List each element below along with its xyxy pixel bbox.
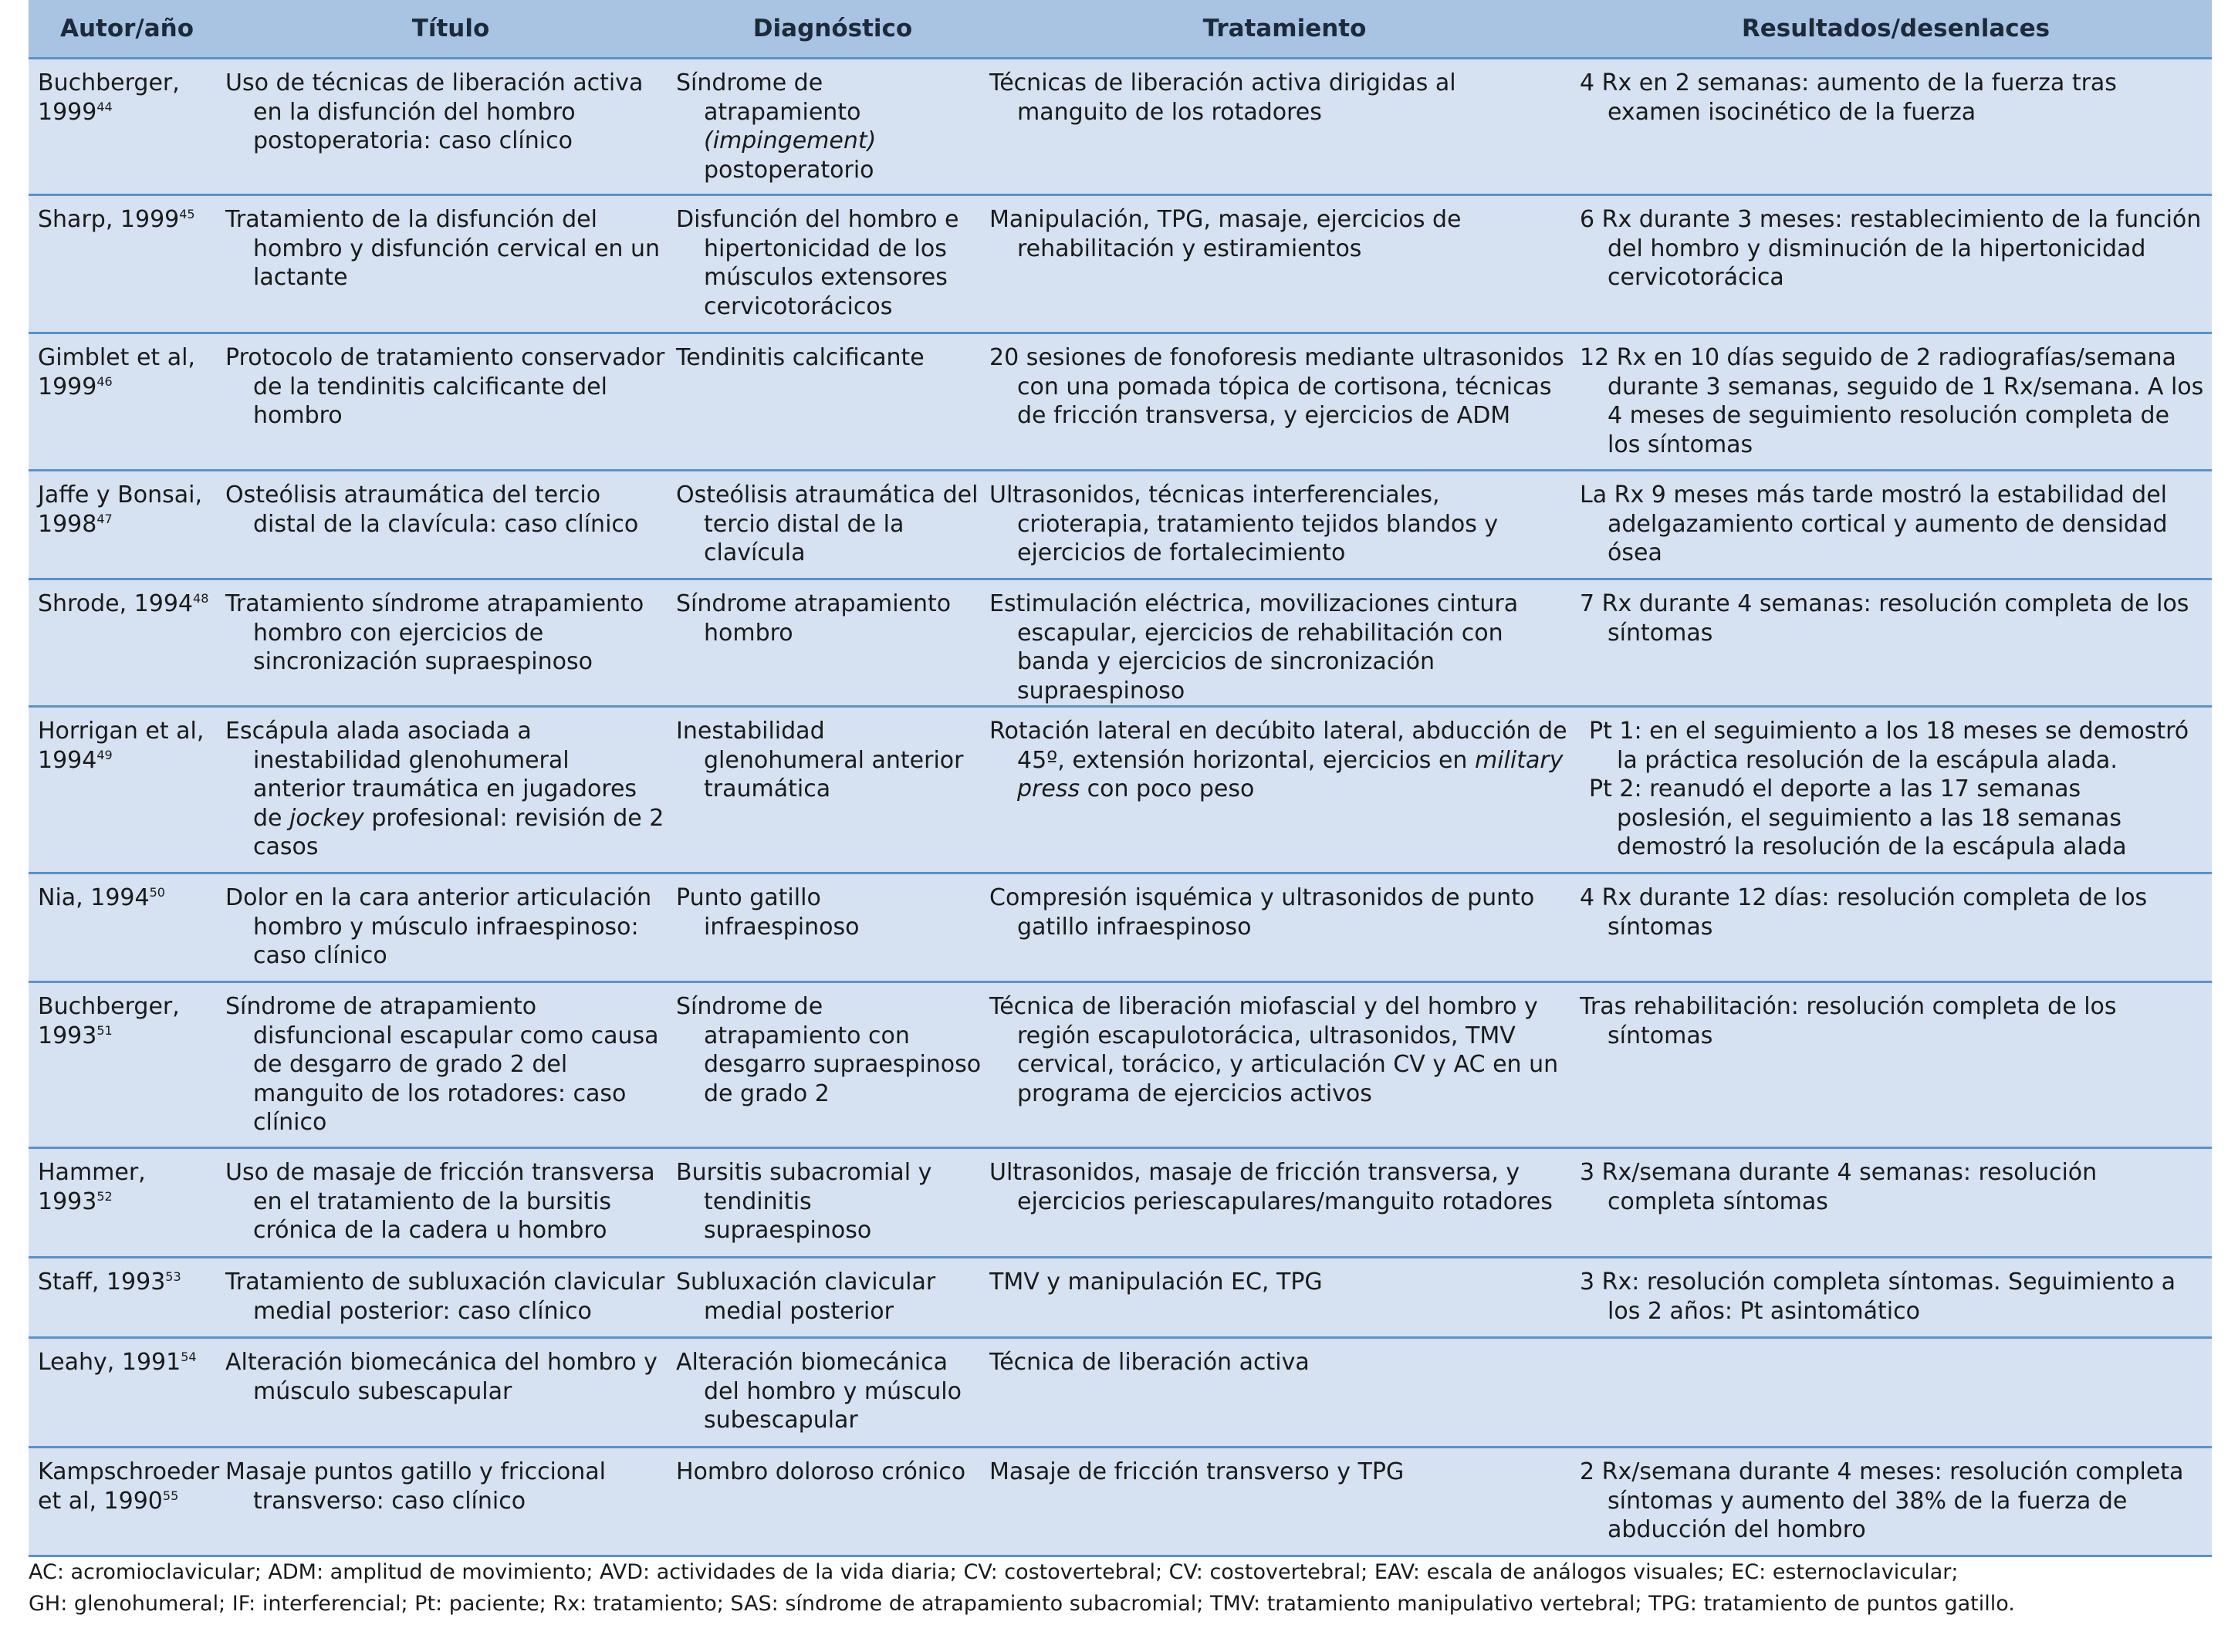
footnote-line-1: AC: acromioclavicular; ADM: amplitud de movimiento; AVD: actividades de la vida diaria; CV: costovertebral; CV: costovertebral; EAV: escala de análogos visuales; EC: esternoclavicular; — [29, 1560, 1959, 1584]
treatment-cell: Rotación lateral en decúbito lateral, abducción de 45º, extensión horizontal, ejercicios en military press con poco peso — [989, 707, 1580, 873]
treatment-cell: Masaje de fricción transverso y TPG — [989, 1448, 1580, 1556]
results-cell: 6 Rx durante 3 meses: restablecimiento de la función del hombro y disminución de la hipertonicidad cervicotorácica — [1580, 195, 2212, 333]
treatment-cell: Estimulación eléctrica, movilizaciones cintura escapular, ejercicios de rehabilitación con banda y ejercicios de sincronización supraespinoso — [989, 579, 1580, 707]
header-diagnosis: Diagnóstico — [676, 0, 989, 59]
title-cell: Tratamiento de la disfunción del hombro y disfunción cervical en un lactante — [225, 195, 676, 333]
reference-number: 52 — [96, 1188, 113, 1204]
treatment-cell: TMV y manipulación EC, TPG — [989, 1258, 1580, 1338]
author-cell: Nia, 1994$^{50}$ — [29, 873, 225, 982]
table-row — [29, 1338, 2212, 1448]
table-row — [29, 471, 2212, 579]
author-cell: Staff, 1993$^{53}$ — [29, 1258, 225, 1338]
footnote-line-2: GH: glenohumeral; IF: interferencial; Pt: paciente; Rx: tratamiento; SAS: síndrome de atrapamiento subacromial; TMV: tratamiento manipulativo vertebral; TPG: tratamiento de puntos gatillo. — [29, 1592, 2015, 1616]
table-row — [29, 707, 2212, 873]
table-row — [29, 873, 2212, 982]
diagnosis-cell: Bursitis subacromial y tendinitis supraespinoso — [676, 1148, 989, 1258]
results-cell: Pt 1: en el seguimiento a los 18 meses se demostró la práctica resolución de la escápula alada. Pt 2: reanudó el deporte a las 17 semanas poslesión, el seguimiento a las 18 semanas demostró la resolución de la escápula alada — [1580, 707, 2212, 873]
table-row — [29, 333, 2212, 471]
author-cell: Buchberger, 1993$^{51}$ — [29, 982, 225, 1148]
reference-number: 54 — [181, 1350, 197, 1364]
diagnosis-cell: Síndrome atrapamiento hombro — [676, 579, 989, 707]
treatment-cell: Técnica de liberación miofascial y del hombro y región escapulotorácica, ultrasonidos, TMV cervical, torácico, y articulación CV y AC en un programa de ejercicios activos — [989, 982, 1580, 1148]
table-row — [29, 59, 2212, 195]
treatment-cell: Manipulación, TPG, masaje, ejercicios de rehabilitación y estiramientos — [989, 195, 1580, 333]
reference-number: 46 — [96, 373, 113, 389]
title-cell: Síndrome de atrapamiento disfuncional escapular como causa de desgarro de grado 2 del manguito de los rotadores: caso clínico — [225, 982, 676, 1148]
title-cell: Tratamiento síndrome atrapamiento hombro con ejercicios de sincronización supraespinoso — [225, 579, 676, 707]
header-title: Título — [225, 0, 676, 59]
reference-number: 47 — [96, 511, 113, 526]
title-cell: Osteólisis atraumática del tercio distal de la clavícula: caso clínico — [225, 471, 676, 579]
results-cell: 3 Rx/semana durante 4 semanas: resolución completa síntomas — [1580, 1148, 2212, 1258]
diagnosis-cell: Tendinitis calcificante — [676, 333, 989, 471]
title-cell: Dolor en la cara anterior articulación hombro y músculo infraespinoso: caso clínico — [225, 873, 676, 982]
header-author: Autor/año — [29, 0, 225, 59]
author-cell: Hammer, 1993$^{52}$ — [29, 1148, 225, 1258]
title-cell: Masaje puntos gatillo y friccional transverso: caso clínico — [225, 1448, 676, 1556]
header-treatment: Tratamiento — [989, 0, 1580, 59]
reference-number: 49 — [96, 747, 113, 762]
title-cell: Uso de masaje de fricción transversa en el tratamiento de la bursitis crónica de la cadera u hombro — [225, 1148, 676, 1258]
footnotes — [29, 1556, 2015, 1620]
author-cell: Jaffe y Bonsai, 1998$^{47}$ — [29, 471, 225, 579]
author-cell: Kampschroeder et al, 1990$^{55}$ — [29, 1448, 225, 1556]
treatment-cell: 20 sesiones de fonoforesis mediante ultrasonidos con una pomada tópica de cortisona, técnicas de fricción transversa, y ejercicios de ADM — [989, 333, 1580, 471]
author-cell: Sharp, 1999$^{45}$ — [29, 195, 225, 333]
reference-number: 44 — [96, 99, 113, 114]
results-cell: Tras rehabilitación: resolución completa de los síntomas — [1580, 982, 2212, 1148]
diagnosis-cell: Hombro doloroso crónico — [676, 1448, 989, 1556]
table-row — [29, 579, 2212, 707]
treatment-cell: Ultrasonidos, técnicas interferenciales, crioterapia, tratamiento tejidos blandos y ejercicios de fortalecimiento — [989, 471, 1580, 579]
author-cell: Gimblet et al, 1999$^{46}$ — [29, 333, 225, 471]
diagnosis-cell: Inestabilidad glenohumeral anterior traumática — [676, 707, 989, 873]
treatment-cell: Técnicas de liberación activa dirigidas al manguito de los rotadores — [989, 59, 1580, 195]
diagnosis-cell: Síndrome de atrapamiento con desgarro supraespinoso de grado 2 — [676, 982, 989, 1148]
diagnosis-cell: Disfunción del hombro e hipertonicidad de los músculos extensores cervicotorácicos — [676, 195, 989, 333]
results-cell: 4 Rx en 2 semanas: aumento de la fuerza tras examen isocinético de la fuerza — [1580, 59, 2212, 195]
studies-table — [29, 0, 2212, 1557]
author-cell: Horrigan et al, 1994$^{49}$ — [29, 707, 225, 873]
results-cell — [1580, 1338, 2212, 1448]
table-row — [29, 1448, 2212, 1556]
reference-number: 48 — [193, 591, 209, 606]
table-row — [29, 982, 2212, 1148]
title-cell: Tratamiento de subluxación clavicular medial posterior: caso clínico — [225, 1258, 676, 1338]
table-row — [29, 1148, 2212, 1258]
header-results: Resultados/desenlaces — [1580, 0, 2212, 59]
author-cell: Leahy, 1991$^{54}$ — [29, 1338, 225, 1448]
diagnosis-cell: Osteólisis atraumática del tercio distal de la clavícula — [676, 471, 989, 579]
treatment-cell: Ultrasonidos, masaje de fricción transversa, y ejercicios periescapulares/manguito rotadores — [989, 1148, 1580, 1258]
reference-number: 45 — [179, 207, 195, 221]
diagnosis-cell: Subluxación clavicular medial posterior — [676, 1258, 989, 1338]
results-cell: 12 Rx en 10 días seguido de 2 radiografías/semana durante 3 semanas, seguido de 1 Rx/semana. A los 4 meses de seguimiento resolución completa de los síntomas — [1580, 333, 2212, 471]
results-cell: 4 Rx durante 12 días: resolución completa de los síntomas — [1580, 873, 2212, 982]
title-cell: Alteración biomecánica del hombro y músculo subescapular — [225, 1338, 676, 1448]
reference-number: 53 — [165, 1269, 181, 1284]
results-cell: 3 Rx: resolución completa síntomas. Seguimiento a los 2 años: Pt asintomático — [1580, 1258, 2212, 1338]
results-cell: 7 Rx durante 4 semanas: resolución completa de los síntomas — [1580, 579, 2212, 707]
diagnosis-cell: Síndrome de atrapamiento (impingement) postoperatorio — [676, 59, 989, 195]
title-cell: Escápula alada asociada a inestabilidad glenohumeral anterior traumática en jugadores de jockey profesional: revisión de 2 casos — [225, 707, 676, 873]
treatment-cell: Compresión isquémica y ultrasonidos de punto gatillo infraespinoso — [989, 873, 1580, 982]
treatment-cell: Técnica de liberación activa — [989, 1338, 1580, 1448]
table-row — [29, 195, 2212, 333]
table-row — [29, 1258, 2212, 1338]
title-cell: Protocolo de tratamiento conservador de la tendinitis calcificante del hombro — [225, 333, 676, 471]
reference-number: 55 — [162, 1488, 179, 1503]
reference-number: 50 — [149, 885, 165, 900]
table-header-row — [29, 0, 2212, 59]
title-cell: Uso de técnicas de liberación activa en la disfunción del hombro postoperatoria: caso clínico — [225, 59, 676, 195]
diagnosis-cell: Punto gatillo infraespinoso — [676, 873, 989, 982]
author-cell: Shrode, 1994$^{48}$ — [29, 579, 225, 707]
results-cell: La Rx 9 meses más tarde mostró la estabilidad del adelgazamiento cortical y aumento de densidad ósea — [1580, 471, 2212, 579]
results-cell: 2 Rx/semana durante 4 meses: resolución completa síntomas y aumento del 38% de la fuerza de abducción del hombro — [1580, 1448, 2212, 1556]
author-cell: Buchberger, 1999$^{44}$ — [29, 59, 225, 195]
reference-number: 51 — [96, 1022, 113, 1038]
diagnosis-cell: Alteración biomecánica del hombro y músculo subescapular — [676, 1338, 989, 1448]
